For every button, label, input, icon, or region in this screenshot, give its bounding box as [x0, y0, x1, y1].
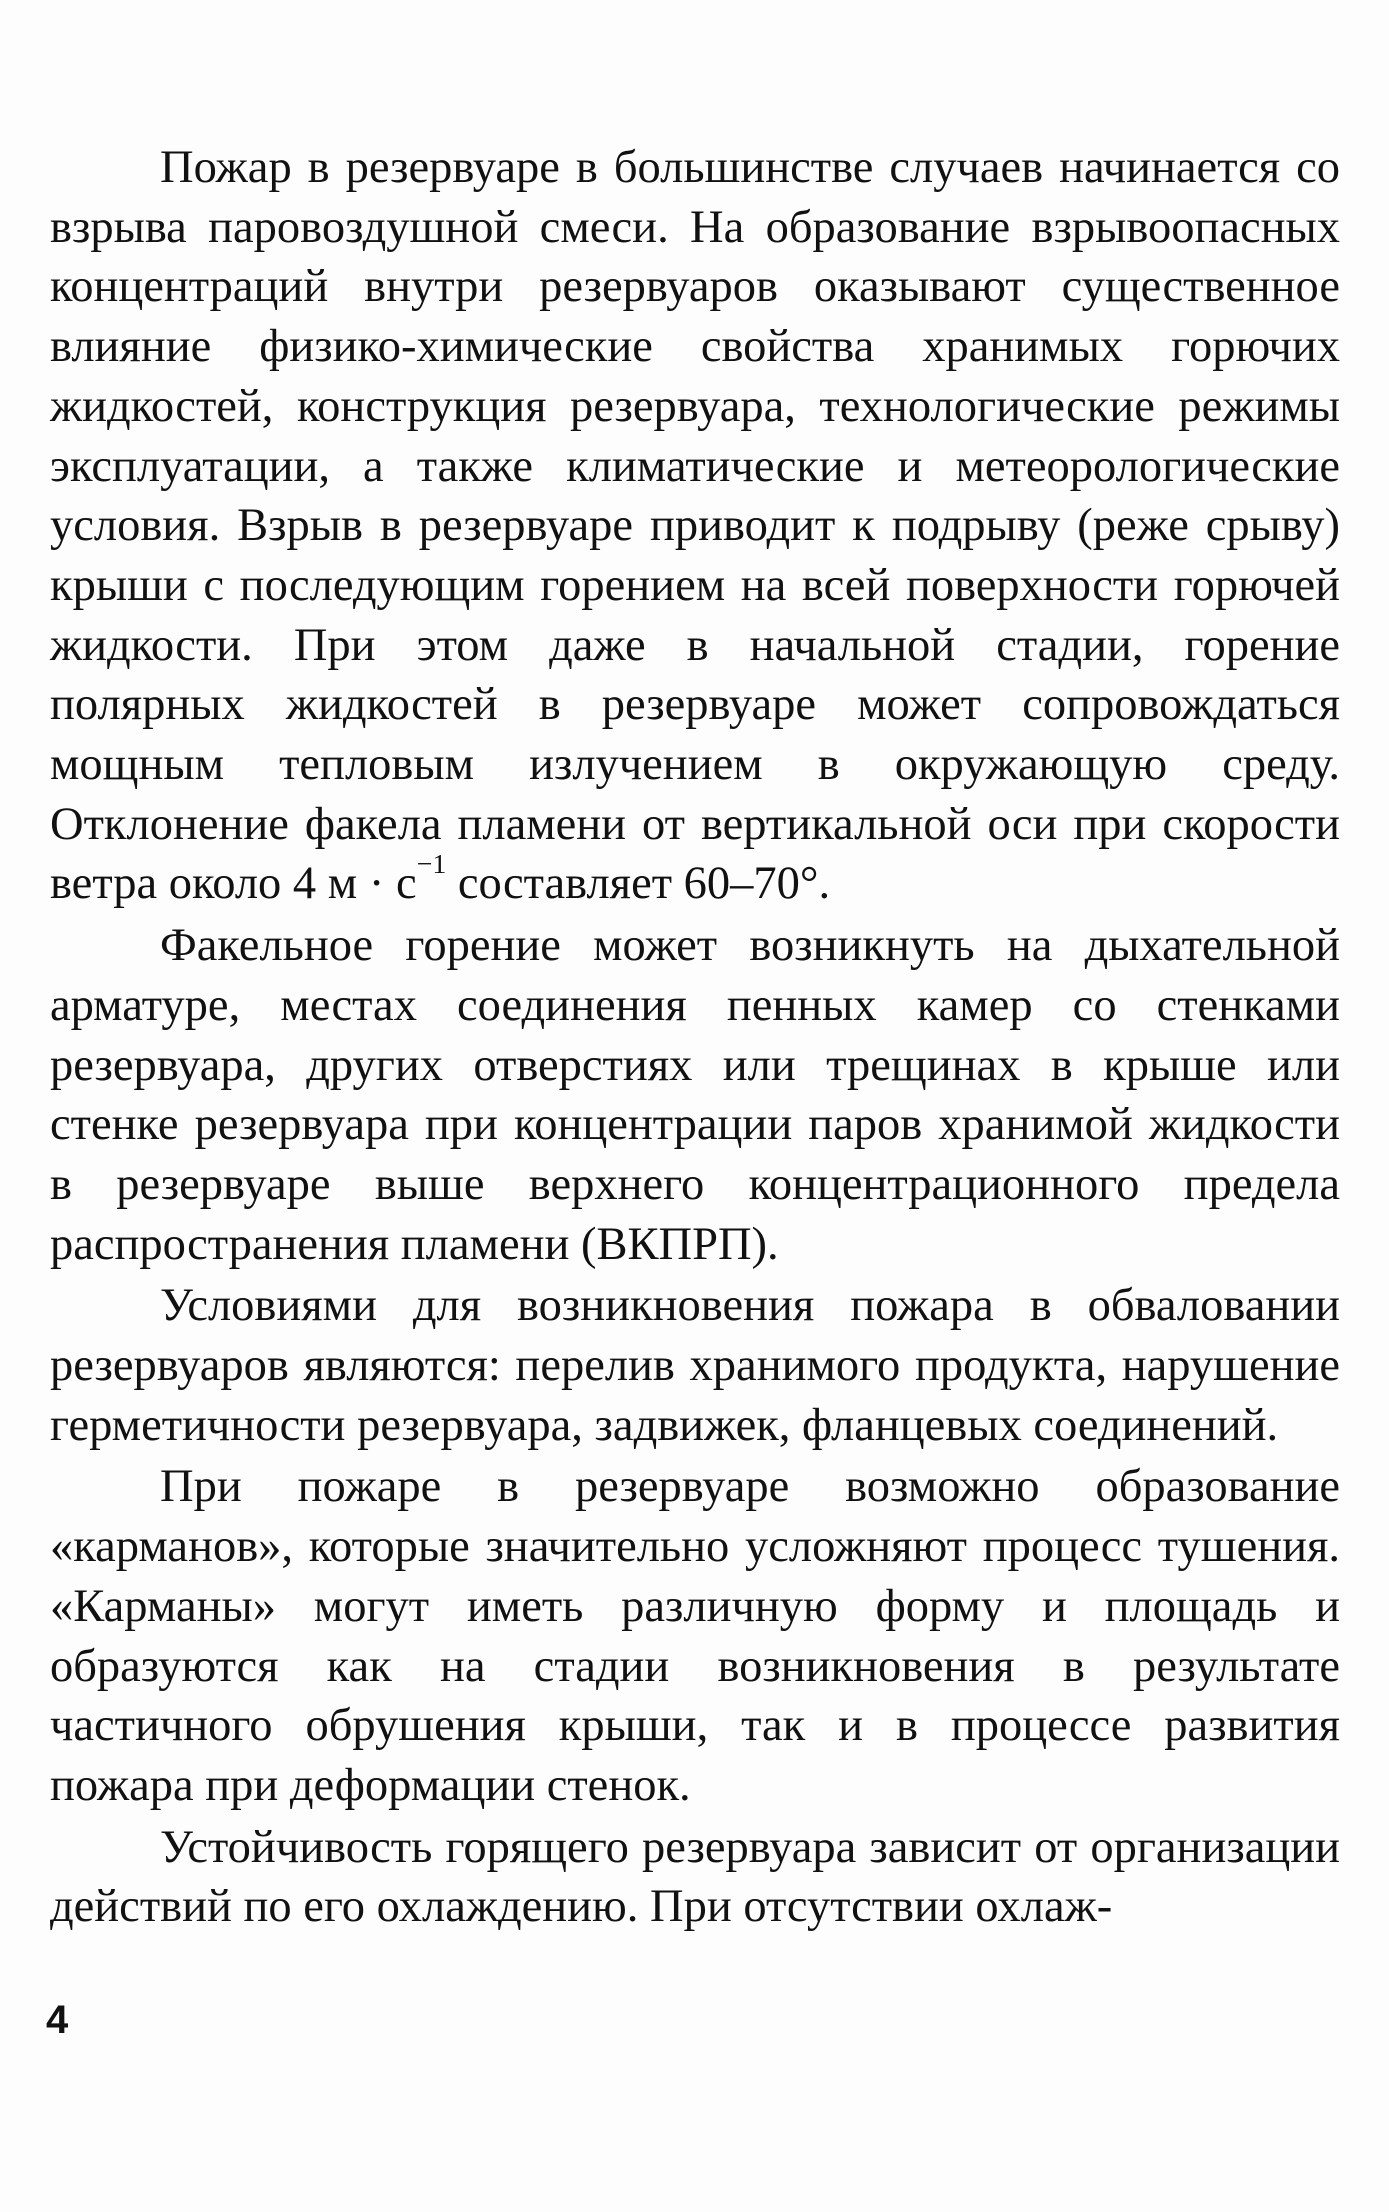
paragraph-2: Факельное горение может возникнуть на дыхательной арматуре, местах соединения пенных камер со стенками резервуара, других отверстиях или трещинах в крыше или стенке резервуара при концентрации паров хранимой жидкости в резервуаре выше верхнего концентрационного предела распространения пламени (ВКПРП).	[50, 920, 1340, 1270]
paragraph-1	[50, 138, 1340, 914]
unit-exponent: −1	[416, 849, 447, 881]
paragraph-4: При пожаре в резервуаре возможно образование «карманов», которые значительно усложняют процесс тушения. «Карманы» могут иметь различную форму и площадь и образуются как на стадии возникновения в результате частичного обрушения крыши, так и в процессе развития пожара при деформации стенок.	[50, 1461, 1340, 1811]
paragraph-1-tail: составляет 60–70°.	[446, 858, 831, 910]
paragraph-1-text: Пожар в резервуаре в большинстве случаев начинается со взрыва паровоздушной смеси. На образование взрывоопасных концентраций внутри резервуаров оказывают существенное влияние физико-химические свойства хранимых горючих жидкостей, конструкция резервуара, технологические режимы эксплуатации, а также климатические и метеорологические условия. Взрыв в резервуаре приводит к подрыву (реже срыву) крыши с последующим горением на всей поверхности горючей жидкости. При этом даже в начальной стадии, горение полярных жидкостей в резервуаре может сопровождаться мощным тепловым излучением в окружающую среду. Отклонение факела пламени от вертикальной оси при скорости ветра около 4 м · с	[50, 142, 1340, 910]
page-number: 4	[46, 1998, 69, 2042]
paragraph-3: Условиями для возникновения пожара в обваловании резервуаров являются: перелив хранимого продукта, нарушение герметичности резервуара, задвижек, фланцевых соединений.	[50, 1280, 1340, 1451]
paragraph-5: Устойчивость горящего резервуара зависит от организации действий по его охлаждению. При отсутствии охлаж-	[50, 1821, 1340, 1933]
body-text	[50, 138, 1340, 1937]
